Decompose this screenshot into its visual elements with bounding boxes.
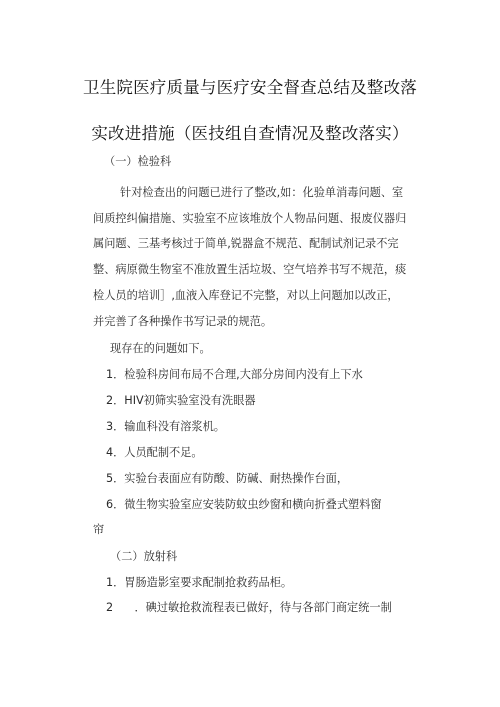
- paragraph-line: 针对检查出的问题已进行了整改,如：化验单消毒问题、室: [120, 186, 404, 199]
- problem-item-continuation: 帘: [93, 523, 105, 536]
- problem-item: 2．HIV初筛实验室没有洗眼器: [106, 394, 256, 407]
- radiology-item: 1．胃肠造影室要求配制抢救药品柜。: [106, 576, 293, 589]
- paragraph-line: 并完善了各种操作书写记录的规范。: [93, 315, 273, 328]
- problem-item: 6．微生物实验室应安装防蚊虫纱窗和横向折叠式塑料窗: [106, 498, 382, 511]
- paragraph-line: 检人员的培训］,血液入库登记不完整，对以上问题加以改正，: [93, 289, 399, 302]
- paragraph-line: 间质控纠偏措施、实验室不应该堆放个人物品问题、报废仪器归: [93, 212, 407, 225]
- problem-item: 1．检验科房间布局不合理,大部分房间内没有上下水: [106, 368, 363, 381]
- problem-item: 3．输血科没有溶浆机。: [106, 420, 225, 433]
- problem-item: 4．人员配制不足。: [106, 446, 203, 459]
- section-heading-lab: （一）检验科: [104, 155, 172, 168]
- paragraph-line: 属问题、三基考核过于简单,锐器盒不规范、配制试剂记录不完: [93, 237, 399, 250]
- problems-intro: 现存在的问题如下。: [110, 342, 211, 355]
- section-heading-radiology: （二）放射科: [110, 550, 178, 563]
- document-title-line2: 实改进措施（医技组自查情况及整改落实）: [91, 124, 409, 143]
- paragraph-line: 整、病原微生物室不准放置生活垃圾、空气培养书写不规范，痰: [93, 263, 407, 276]
- document-title-line1: 卫生院医疗质量与医疗安全督查总结及整改落: [83, 78, 417, 97]
- radiology-item: 2 ．碘过敏抢救流程表已做好，待与各部门商定统一制: [106, 601, 392, 614]
- problem-item: 5．实验台表面应有防酸、防碱、耐热操作台面，: [106, 472, 349, 485]
